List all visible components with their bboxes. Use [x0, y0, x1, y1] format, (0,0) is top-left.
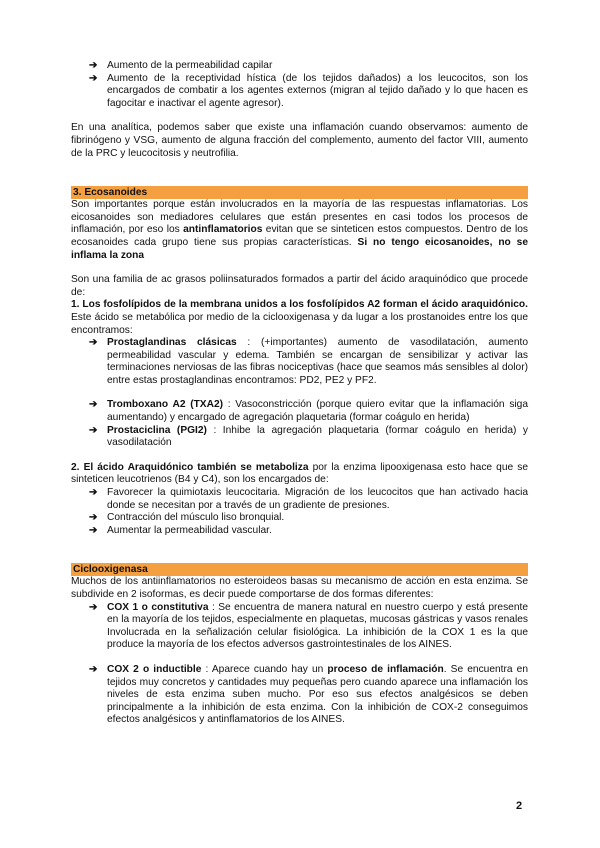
arrow-icon: ➔ [89, 663, 98, 675]
arrow-icon: ➔ [89, 424, 98, 436]
arrow-icon: ➔ [89, 72, 98, 84]
list-item: ➔ Prostaciclina (PGI2) : Inhibe la agregación plaquetaria (formar coágulo en herida) y vasodilatación [89, 424, 529, 449]
list-item: ➔ Favorecer la quimiotaxis leucocitaria. Migración de los leucocitos que han activado hacia donde se necesitan por a través de un gradiente de presiones. [89, 487, 528, 511]
analytics-paragraph: En una analítica, podemos saber que existe una inflamación cuando observamos: aumento de fibrinógeno y VSG, aumento de alguna fracción del complemento, aumento del factor VIII, aumento de la PRC y leucocitosis y neutrofilia. [71, 122, 528, 159]
page-number: 2 [516, 800, 523, 812]
list-item: ➔ Contracción del músculo liso bronquial. [89, 512, 285, 524]
cox-list [71, 602, 528, 727]
list-item: ➔ Prostaglandinas clásicas : (+importantes) aumento de vasodilatación, aumento permeabilidad vascular y edema. También se encargan de sensibilizar y activar las terminaciones nerviosas de las fibras nociceptivas (hace que seamos más sensibles al dolor) entre estas prostaglandinas encontramos: PD2, PE2 y PF2. [89, 337, 528, 386]
cox-paragraph: Muchos de los antiinflamatorios no esteroideos basas su mecanismo de acción en esta enzima. Se subdivide en 2 isoformas, es decir puede comportarse de dos formas diferentes: [71, 576, 528, 600]
prostanoids-list [71, 337, 528, 450]
family-paragraph: Son una familia de ac grasos poliinsaturados formados a partir del ácido araquinódico que procede de: [71, 274, 528, 298]
list-item: ➔ Aumentar la permeabilidad vascular. [89, 524, 272, 536]
list-item: ➔ Aumento de la receptividad hística (de los tejidos dañados) a los leucocitos, son los encargados de combatir a los agentes externos (migran al tejido dañado y lo que hacen es fagocitar e inactivar el agente agresor). [89, 72, 528, 109]
arrow-icon: ➔ [89, 487, 98, 499]
list-item: ➔ COX 2 o inductible : Aparece cuando hay un proceso de inflamación. Se encuentra en tejidos muy concretos y cantidades muy pequeñas pero cuando aparece una inflamación los niveles de esta enzima suben mucho. Por eso sus efectos analgésicos se deben principalmente a la inhibición de esta enzima. Con la inhibición de COX-2 conseguimos efectos analgésicos y antinflamatorios de los AINES. [89, 663, 528, 726]
intro-list [71, 60, 528, 110]
arrow-icon: ➔ [89, 60, 98, 71]
section-heading-ecosanoides: 3. Ecosanoides [71, 186, 528, 199]
section-heading-ciclooxigenasa: Ciclooxigenasa [71, 563, 528, 576]
arrow-icon: ➔ [89, 512, 98, 524]
arachidonic-paragraph: 2. El ácido Araquidónico también se metaboliza por la enzima lipooxigenasa esto hace que se sinteticen leucotrienos (B4 y C4), son los encargados de: [71, 461, 529, 486]
list-item: ➔ Tromboxano A2 (TXA2) : Vasoconstricción (porque quiero evitar que la inflamación siga aumentando) y encargado de agregación plaquetaria (formar coágulo en herida) [89, 399, 529, 424]
arrow-icon: ➔ [89, 601, 98, 613]
document-page [71, 60, 528, 727]
arrow-icon: ➔ [89, 399, 98, 411]
arrow-icon: ➔ [89, 337, 98, 349]
list-item: ➔ COX 1 o constitutiva : Se encuentra de manera natural en nuestro cuerpo y está presente en la mayoría de los tejidos, especialmente en plaquetas, mucosas gástricas y vasos renales Involucrada en la señalización celular fisiológica. La inhibición de la COX 1 es la que produce la mayoría de los efectos adversos gastrointestinales de los AINES. [89, 601, 528, 651]
ecosanoides-paragraph: Son importantes porque están involucrados en la mayoría de las respuestas inflamatorias. Los eicosanoides son mediadores celulares que están presentes en casi todos los procesos de inflamación, por eso los antinflamatorios evitan que se sinteticen estos compuestos. Dentro de los ecosanoides cada grupo tiene sus propias características. Si no tengo eicosanoides, no se inflama la zona [71, 199, 528, 261]
arrow-icon: ➔ [89, 524, 98, 536]
list-item: ➔ Aumento de la permeabilidad capilar [89, 60, 273, 71]
leukotrienes-list [71, 487, 528, 537]
phospholipids-paragraph: 1. Los fosfolípidos de la membrana unidos a los fosfolípidos A2 forman el ácido araquidónico. Este ácido se metabólica por medio de la ciclooxigenasa y da lugar a los prostanoides entre los que encontramos: [71, 299, 528, 336]
